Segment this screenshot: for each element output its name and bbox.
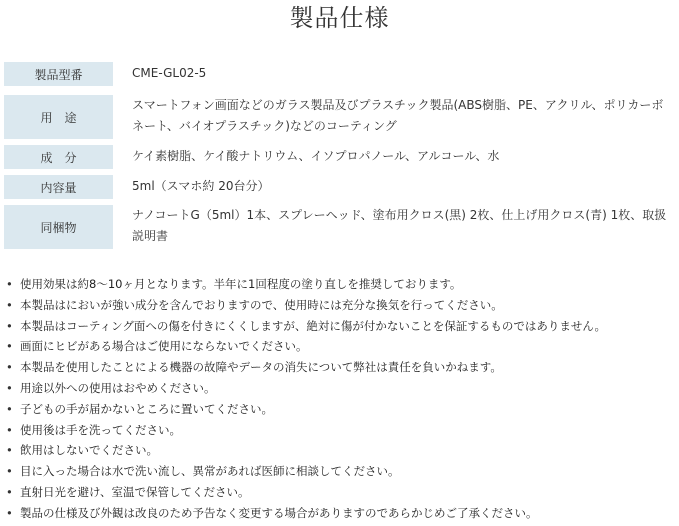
spec-row-ingredients — [4, 145, 679, 169]
spec-value-usage: スマートフォン画面などのガラス製品及びプラスチック製品(ABS樹脂、PE、アクリル、ポリカーボネート、バイオプラスチック)などのコーティング — [132, 98, 664, 133]
note-text: 直射日光を避け、室温で保管してください。 — [20, 484, 250, 499]
list-item — [6, 440, 676, 461]
bullet-icon: • — [6, 464, 13, 479]
list-item — [6, 295, 676, 316]
list-item — [6, 316, 676, 337]
note-text: 目に入った場合は水で洗い流し、異常があれば医師に相談してください。 — [20, 464, 400, 479]
list-item — [6, 503, 676, 524]
spec-row-usage — [4, 95, 679, 139]
page-title: 製品仕様 — [289, 4, 390, 32]
spec-label-usage: 用 途 — [4, 95, 113, 139]
list-item — [6, 482, 676, 503]
note-text: 本製品を使用したことによる機器の故障やデータの消失について弊社は責任を負いかねます。 — [20, 360, 502, 375]
notes-list — [6, 274, 676, 524]
note-text: 使用後は手を洗ってください。 — [20, 422, 181, 437]
bullet-icon: • — [6, 380, 13, 395]
bullet-icon: • — [6, 505, 13, 520]
spec-row-volume — [4, 175, 679, 199]
list-item — [6, 399, 676, 420]
spec-value-volume: 5ml（スマホ約 20台分） — [132, 179, 270, 193]
bullet-icon: • — [6, 297, 13, 312]
bullet-icon: • — [6, 422, 13, 437]
spec-label-ingredients: 成 分 — [4, 145, 113, 169]
note-text: 製品の仕様及び外観は改良のため予告なく変更する場合がありますのであらかじめご了承ください。 — [20, 505, 538, 520]
bullet-icon: • — [6, 339, 13, 354]
list-item — [6, 378, 676, 399]
bullet-icon: • — [6, 484, 13, 499]
list-item — [6, 274, 676, 295]
note-text: 飲用はしないでください。 — [20, 443, 158, 458]
spec-value-ingredients: ケイ素樹脂、ケイ酸ナトリウム、イソプロパノール、アルコール、水 — [132, 149, 500, 163]
bullet-icon: • — [6, 401, 13, 416]
note-text: 子どもの手が届かないところに置いてください。 — [20, 401, 273, 416]
list-item — [6, 420, 676, 441]
note-text: 本製品はにおいが強い成分を含んでおりますので、使用時には充分な換気を行ってください。 — [20, 297, 503, 312]
note-text: 画面にヒビがある場合はご使用にならないでください。 — [20, 339, 308, 354]
spec-label-contents: 同梱物 — [4, 205, 113, 249]
list-item — [6, 336, 676, 357]
spec-value-model: CME-GL02-5 — [132, 66, 207, 80]
spec-row-contents — [4, 205, 679, 249]
bullet-icon: • — [6, 318, 13, 333]
spec-row-model — [4, 62, 679, 86]
note-text: 用途以外への使用はおやめください。 — [20, 380, 216, 395]
list-item — [6, 461, 676, 482]
spec-label-model: 製品型番 — [4, 62, 113, 86]
spec-value-contents: ナノコートG（5ml）1本、スプレーヘッド、塗布用クロス(黒) 2枚、仕上げ用クロス(青) 1枚、取扱説明書 — [132, 208, 667, 243]
bullet-icon: • — [6, 443, 13, 458]
bullet-icon: • — [6, 360, 13, 375]
spec-label-volume: 内容量 — [4, 175, 113, 199]
bullet-icon: • — [6, 277, 13, 291]
note-text: 使用効果は約8〜10ヶ月となります。半年に1回程度の塗り直しを推奨しております。 — [20, 277, 462, 291]
note-text: 本製品はコーティング面への傷を付きにくくしますが、絶対に傷が付かないことを保証するものではありません。 — [20, 318, 607, 333]
list-item — [6, 357, 676, 378]
